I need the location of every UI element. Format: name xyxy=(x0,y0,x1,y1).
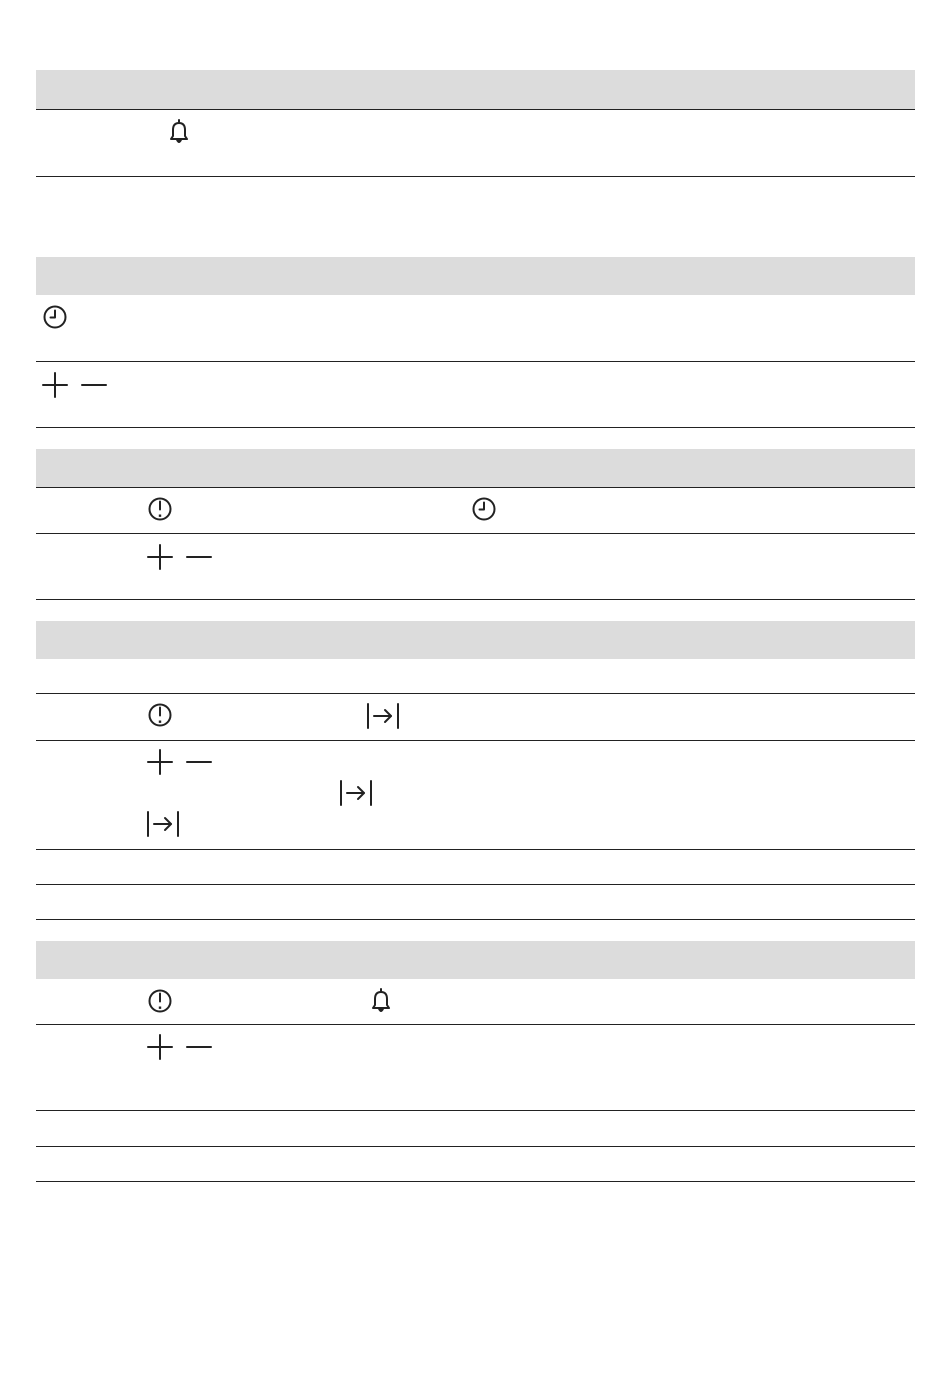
duration-end-icon xyxy=(366,703,400,729)
duration-end-icon xyxy=(339,780,373,806)
minus-icon xyxy=(185,543,213,571)
minus-icon xyxy=(185,748,213,776)
table-header-band xyxy=(36,257,915,295)
duration-end-icon xyxy=(146,811,180,837)
table-rule xyxy=(36,1181,915,1182)
table-rule xyxy=(36,487,915,488)
table-rule xyxy=(36,849,915,850)
timer-icon xyxy=(148,989,172,1013)
table-rule xyxy=(36,599,915,600)
table-header-band xyxy=(36,621,915,659)
clock-icon xyxy=(43,305,67,329)
table-rule xyxy=(36,1110,915,1111)
clock-icon xyxy=(472,497,496,521)
table-rule xyxy=(36,533,915,534)
plus-icon xyxy=(41,371,69,399)
timer-icon xyxy=(148,703,172,727)
timer-icon xyxy=(148,497,172,521)
table-rule xyxy=(36,919,915,920)
table-rule xyxy=(36,427,915,428)
plus-icon xyxy=(146,543,174,571)
table-rule xyxy=(36,361,915,362)
table-rule xyxy=(36,1024,915,1025)
table-header-band xyxy=(36,70,915,109)
minus-icon xyxy=(80,371,108,399)
table-header-band xyxy=(36,449,915,487)
plus-icon xyxy=(146,748,174,776)
table-rule xyxy=(36,176,915,177)
plus-icon xyxy=(146,1033,174,1061)
table-rule xyxy=(36,884,915,885)
minus-icon xyxy=(185,1033,213,1061)
bell-icon xyxy=(369,988,393,1014)
table-rule xyxy=(36,740,915,741)
table-header-band xyxy=(36,941,915,979)
bell-icon xyxy=(167,119,191,145)
table-rule xyxy=(36,1146,915,1147)
table-rule xyxy=(36,693,915,694)
table-rule xyxy=(36,109,915,110)
